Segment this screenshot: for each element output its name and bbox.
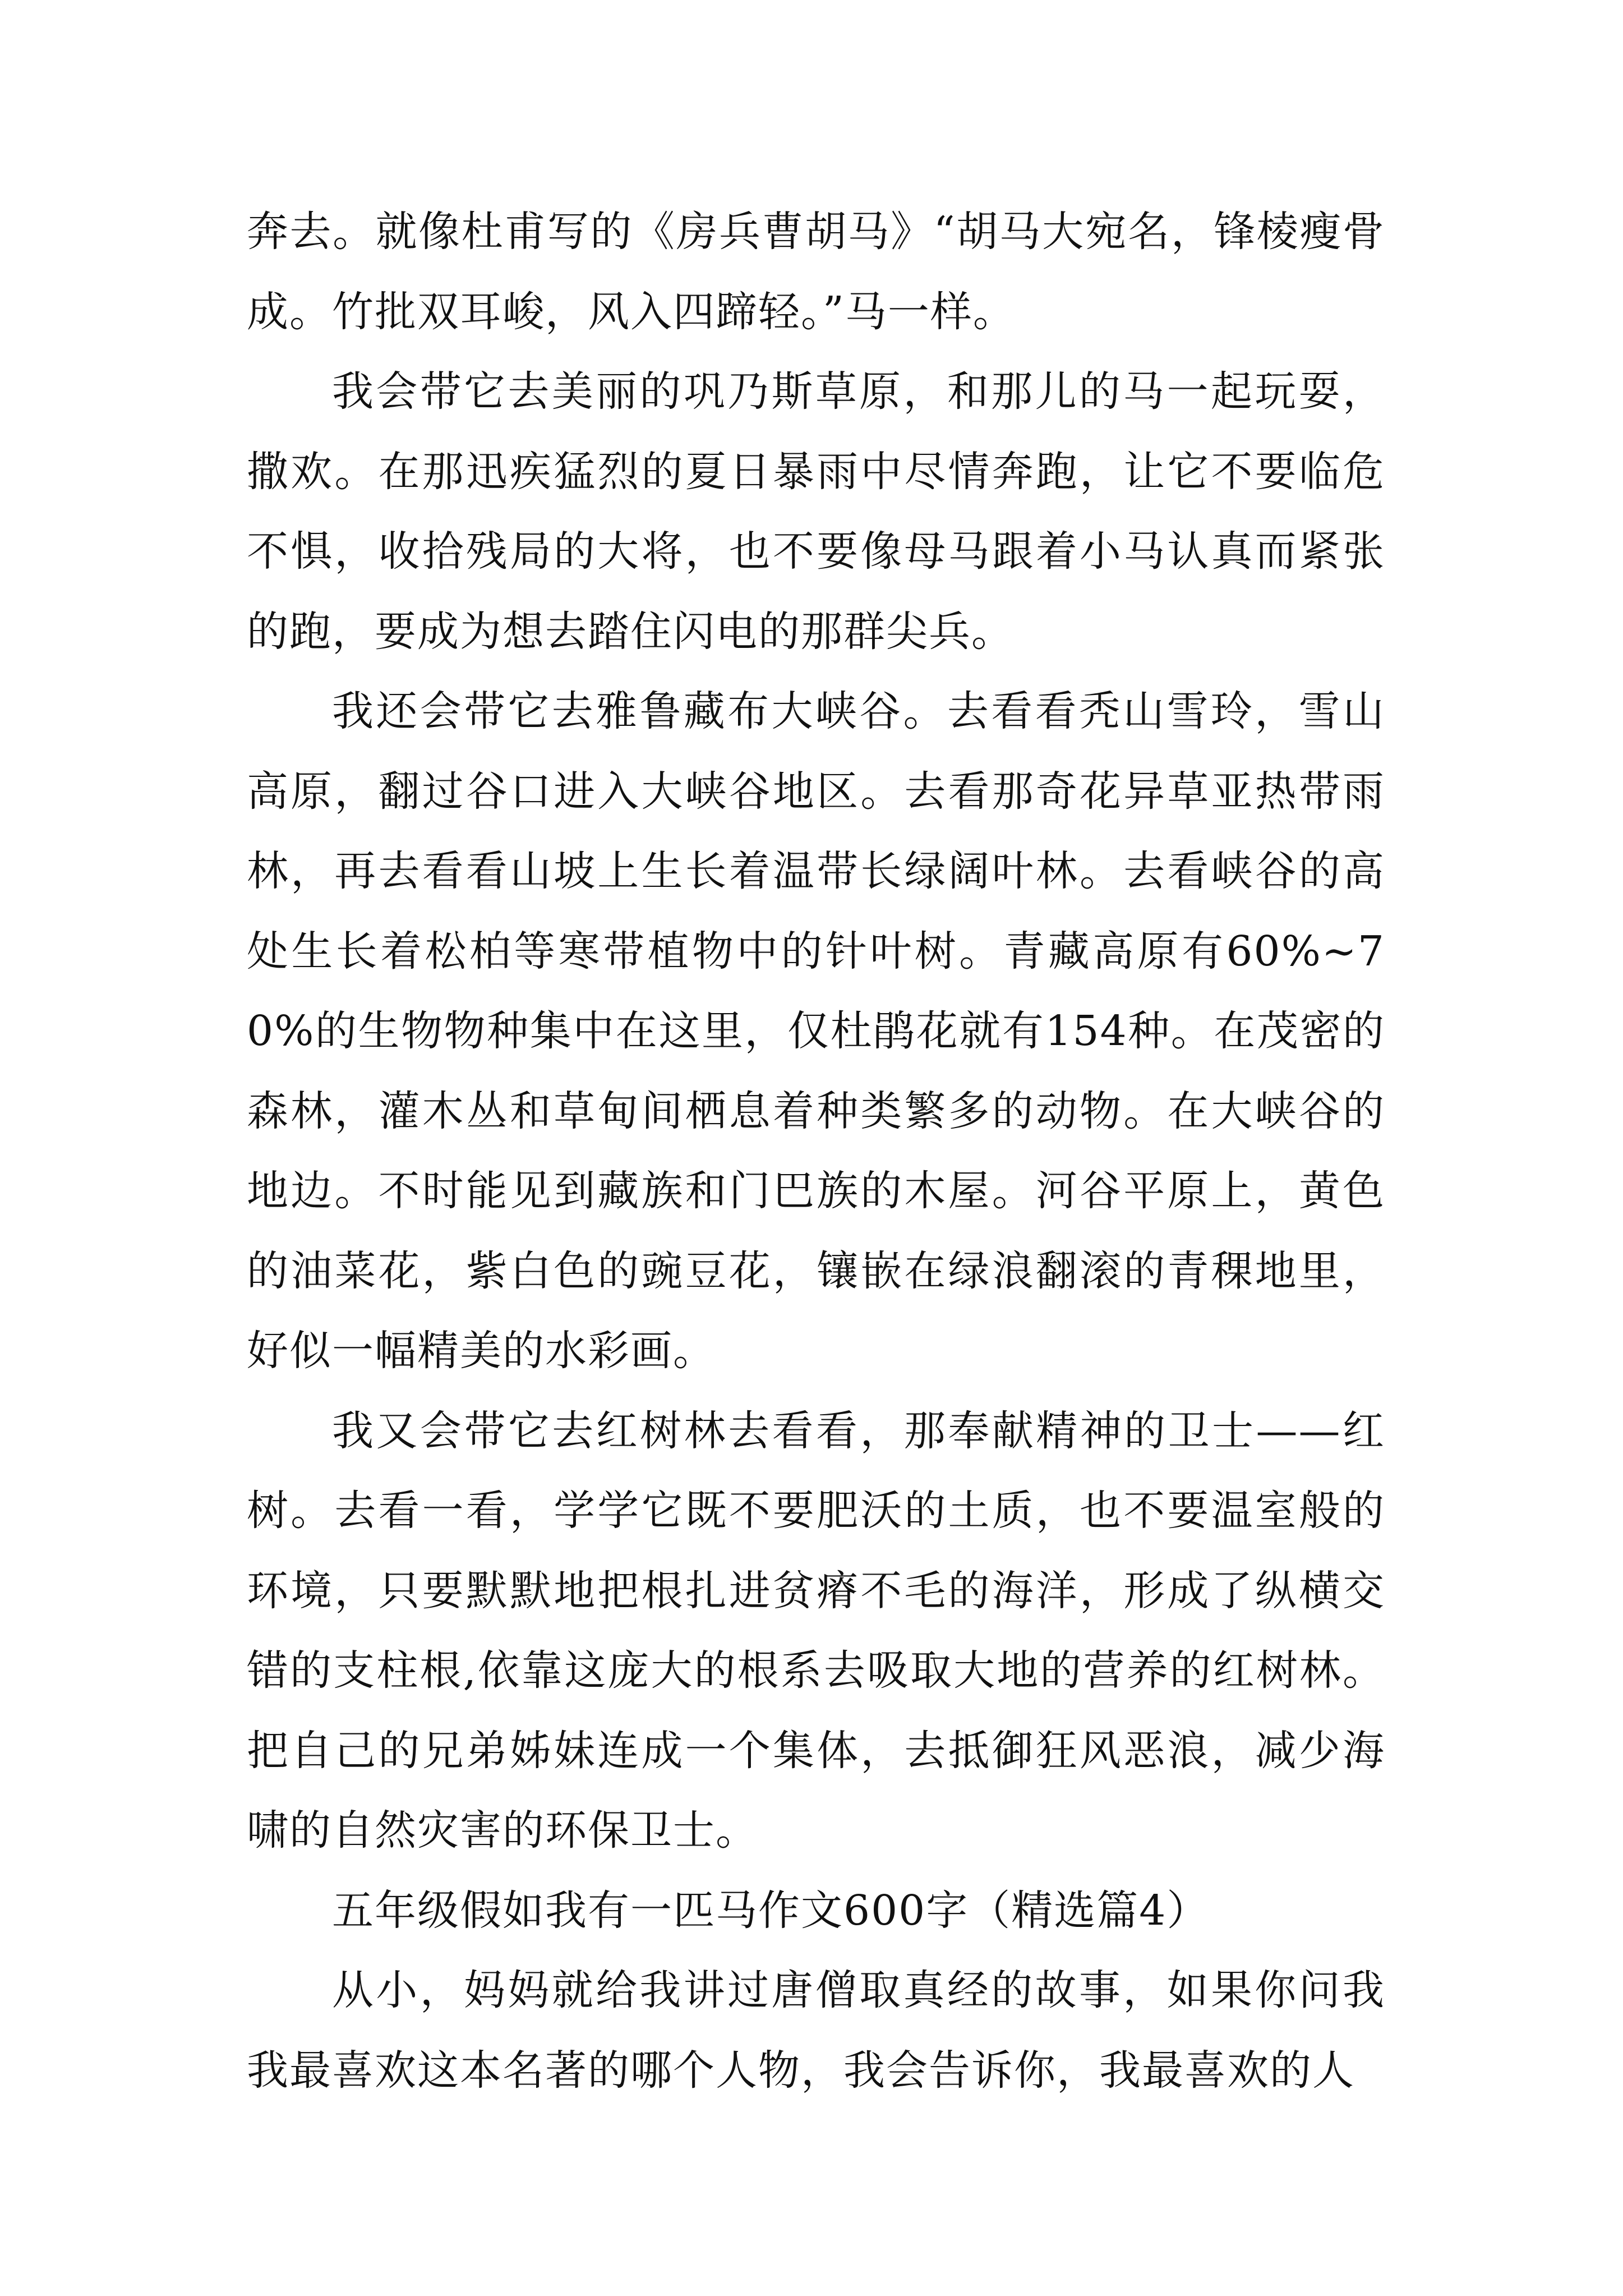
article-body: [247, 192, 1385, 2110]
paragraph-continuation: 奔去。就像杜甫写的《房兵曹胡马》“胡马大宛名，锋棱瘦骨成。竹批双耳峻，风入四蹄轻。”马一样。: [247, 208, 1385, 336]
paragraph-grassland: 我会带它去美丽的巩乃斯草原，和那儿的马一起玩耍，撒欢。在那迅疾猛烈的夏日暴雨中尽情奔跑，让它不要临危不惧，收拾残局的大将，也不要像母马跟着小马认真而紧张的跑，要成为想去踏住闪电的那群尖兵。: [247, 367, 1385, 656]
section-heading: 五年级假如我有一匹马作文600字（精选篇4）: [332, 1886, 1210, 1935]
paragraph-canyon: 我还会带它去雅鲁藏布大峡谷。去看看秃山雪玲，雪山高原，翻过谷口进入大峡谷地区。去看那奇花异草亚热带雨林，再去看看山坡上生长着温带长绿阔叶林。去看峡谷的高处生长着松柏等寒带植物中的针叶树。青藏高原有60%~70%的生物物种集中在这里，仅杜鹃花就有154种。在茂密的森林，灌木丛和草甸间栖息着种类繁多的动物。在大峡谷的地边。不时能见到藏族和门巴族的木屋。河谷平原上，黄色的油菜花，紫白色的豌豆花，镶嵌在绿浪翻滚的青稞地里，好似一幅精美的水彩画。: [247, 687, 1385, 1375]
paragraph-intro: 从小，妈妈就给我讲过唐僧取真经的故事，如果你问我我最喜欢这本名著的哪个人物，我会告诉你，我最喜欢的人: [247, 1966, 1385, 2095]
paragraph-mangrove: 我又会带它去红树林去看看，那奉献精神的卫士——红树。去看一看，学学它既不要肥沃的土质，也不要温室般的环境，只要默默地把根扎进贫瘠不毛的海洋，形成了纵横交错的支柱根,依靠这庞大的根系去吸取大地的营养的红树林。把自己的兄弟姊妹连成一个集体，去抵御狂风恶浪，减少海啸的自然灾害的环保卫士。: [247, 1406, 1385, 1855]
